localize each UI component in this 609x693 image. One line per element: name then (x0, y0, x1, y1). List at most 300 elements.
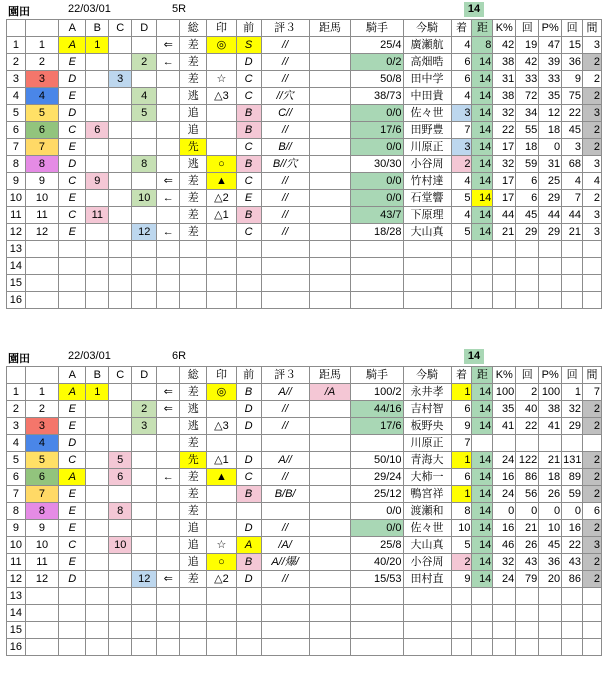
cell-prev: B (236, 207, 261, 224)
cell-mark (207, 605, 236, 622)
table-row (7, 241, 602, 258)
column-header: 印 (207, 367, 236, 384)
cell-C (109, 190, 132, 207)
cell-A: A (59, 384, 86, 401)
cell-gate: 11 (25, 207, 58, 224)
cell-no: 11 (7, 207, 26, 224)
column-header: P% (539, 367, 562, 384)
cell-p: 20 (539, 571, 562, 588)
cell-p: 10 (539, 520, 562, 537)
cell-kai: 42 (516, 54, 539, 71)
cell-no: 7 (7, 486, 26, 503)
cell-arrow (157, 88, 180, 105)
cell-kai2 (562, 622, 583, 639)
cell-D: 2 (132, 54, 157, 71)
cell-C: 6 (109, 469, 132, 486)
cell-B (86, 588, 109, 605)
cell-mark: △3 (207, 88, 236, 105)
cell-kai (516, 588, 539, 605)
cell-kan: 3 (583, 224, 602, 241)
cell-arrow: ⇐ (157, 401, 180, 418)
cell-no: 3 (7, 418, 26, 435)
cell-hyo: // (261, 207, 309, 224)
cell-k: 17 (493, 190, 516, 207)
cell-A (59, 258, 86, 275)
cell-p: 18 (539, 469, 562, 486)
cell-gate: 3 (25, 418, 58, 435)
cell-A: E (59, 224, 86, 241)
cell-p (539, 605, 562, 622)
cell-kan (583, 605, 602, 622)
table-row (7, 37, 602, 54)
cell-kyori (309, 622, 351, 639)
cell-k: 42 (493, 37, 516, 54)
cell-B (86, 520, 109, 537)
cell-D (132, 486, 157, 503)
cell-D (132, 275, 157, 292)
cell-C: 8 (109, 503, 132, 520)
cell-gate: 12 (25, 571, 58, 588)
cell-prev: D (236, 452, 261, 469)
table-row (7, 588, 602, 605)
cell-kan: 3 (583, 37, 602, 54)
cell-prev: C (236, 88, 261, 105)
cell-kyori (309, 241, 351, 258)
cell-kan: 2 (583, 486, 602, 503)
cell-no: 9 (7, 173, 26, 190)
cell-arrow (157, 258, 180, 275)
cell-kai2: 36 (562, 54, 583, 71)
cell-prev: S (236, 37, 261, 54)
cell-p: 0 (539, 503, 562, 520)
cell-prev: D (236, 418, 261, 435)
cell-sou: 差 (180, 435, 207, 452)
cell-A: E (59, 139, 86, 156)
cell-k: 0 (493, 503, 516, 520)
cell-hyo: // (261, 418, 309, 435)
cell-B (86, 71, 109, 88)
cell-chaku: 7 (451, 435, 472, 452)
cell-kyo: 14 (472, 503, 493, 520)
cell-imakishi: 大山真 (403, 537, 451, 554)
cell-sou: 差 (180, 71, 207, 88)
cell-imakishi: 竹村達 (403, 173, 451, 190)
cell-p: 36 (539, 554, 562, 571)
cell-mark (207, 486, 236, 503)
cell-jockey (351, 292, 403, 309)
header-blank-cell (25, 20, 58, 37)
table-row (7, 520, 602, 537)
cell-prev: D (236, 520, 261, 537)
cell-mark (207, 401, 236, 418)
header-blank-cell (157, 20, 180, 37)
cell-C (109, 156, 132, 173)
column-header: 総 (180, 20, 207, 37)
cell-arrow (157, 156, 180, 173)
cell-gate: 12 (25, 224, 58, 241)
cell-kyo: 14 (472, 384, 493, 401)
cell-kyori (309, 275, 351, 292)
cell-A: A (59, 37, 86, 54)
cell-kyo: 14 (472, 105, 493, 122)
cell-imakishi (403, 639, 451, 656)
cell-sou (180, 605, 207, 622)
cell-D (132, 503, 157, 520)
cell-p: 18 (539, 122, 562, 139)
cell-A (59, 292, 86, 309)
cell-gate: 11 (25, 554, 58, 571)
cell-p: 41 (539, 418, 562, 435)
cell-mark: ▲ (207, 469, 236, 486)
cell-A: D (59, 435, 86, 452)
cell-kyori (309, 401, 351, 418)
column-header: 回 (516, 20, 539, 37)
cell-kai: 40 (516, 401, 539, 418)
cell-kyo (472, 292, 493, 309)
cell-imakishi: 大山真 (403, 224, 451, 241)
cell-A: E (59, 503, 86, 520)
cell-no: 14 (7, 258, 26, 275)
cell-gate: 4 (25, 88, 58, 105)
cell-hyo (261, 292, 309, 309)
cell-C (109, 207, 132, 224)
cell-arrow (157, 537, 180, 554)
cell-C: 10 (109, 537, 132, 554)
cell-mark: △3 (207, 418, 236, 435)
column-header: 距 (472, 367, 493, 384)
cell-k: 38 (493, 54, 516, 71)
cell-jockey: 15/53 (351, 571, 403, 588)
cell-kai: 59 (516, 156, 539, 173)
cell-p: 45 (539, 537, 562, 554)
cell-k: 44 (493, 207, 516, 224)
cell-sou: 逃 (180, 401, 207, 418)
cell-kan: 2 (583, 122, 602, 139)
cell-kan: 3 (583, 105, 602, 122)
cell-B (86, 503, 109, 520)
cell-hyo: // (261, 173, 309, 190)
cell-mark (207, 503, 236, 520)
cell-mark: △1 (207, 452, 236, 469)
cell-kyori (309, 88, 351, 105)
cell-C: 5 (109, 452, 132, 469)
cell-imakishi: 下原理 (403, 207, 451, 224)
cell-p: 47 (539, 37, 562, 54)
cell-kan: 2 (583, 554, 602, 571)
cell-jockey: 0/0 (351, 190, 403, 207)
cell-k: 46 (493, 537, 516, 554)
cell-prev: A (236, 537, 261, 554)
column-header: 評３ (261, 367, 309, 384)
cell-mark: ○ (207, 156, 236, 173)
cell-arrow (157, 639, 180, 656)
column-header: 総 (180, 367, 207, 384)
cell-sou (180, 588, 207, 605)
cell-kai: 56 (516, 486, 539, 503)
cell-kan: 2 (583, 401, 602, 418)
table-row (7, 537, 602, 554)
cell-p: 31 (539, 156, 562, 173)
table-row (7, 401, 602, 418)
cell-gate: 1 (25, 37, 58, 54)
table-row (7, 156, 602, 173)
cell-kan: 3 (583, 207, 602, 224)
cell-mark (207, 435, 236, 452)
cell-kan: 7 (583, 384, 602, 401)
cell-kai (516, 292, 539, 309)
cell-p (539, 258, 562, 275)
cell-prev: C (236, 469, 261, 486)
cell-kan (583, 588, 602, 605)
cell-B: 11 (86, 207, 109, 224)
cell-mark (207, 622, 236, 639)
venue-label: 園田 (8, 353, 30, 365)
cell-prev (236, 605, 261, 622)
cell-chaku: 1 (451, 486, 472, 503)
cell-sou: 逃 (180, 418, 207, 435)
cell-k: 32 (493, 105, 516, 122)
cell-kyori (309, 224, 351, 241)
cell-A: D (59, 71, 86, 88)
cell-kai: 45 (516, 207, 539, 224)
cell-hyo: A// (261, 452, 309, 469)
cell-no: 2 (7, 401, 26, 418)
cell-jockey: 0/0 (351, 173, 403, 190)
cell-chaku: 10 (451, 520, 472, 537)
cell-chaku: 7 (451, 122, 472, 139)
cell-chaku: 6 (451, 401, 472, 418)
cell-D (132, 207, 157, 224)
cell-A: E (59, 554, 86, 571)
header-blank-cell (7, 20, 26, 37)
cell-kyo (472, 639, 493, 656)
cell-gate: 9 (25, 173, 58, 190)
cell-B (86, 156, 109, 173)
cell-D (132, 384, 157, 401)
cell-arrow (157, 452, 180, 469)
cell-D: 3 (132, 418, 157, 435)
column-header: 回 (516, 367, 539, 384)
cell-A: C (59, 173, 86, 190)
cell-arrow (157, 435, 180, 452)
cell-p (539, 435, 562, 452)
cell-mark (207, 275, 236, 292)
cell-hyo: // (261, 37, 309, 54)
cell-kan: 4 (583, 173, 602, 190)
cell-D (132, 588, 157, 605)
cell-kyo (472, 622, 493, 639)
cell-kyo: 14 (472, 469, 493, 486)
cell-C (109, 54, 132, 71)
cell-no: 1 (7, 37, 26, 54)
cell-imakishi: 佐々世 (403, 105, 451, 122)
cell-k: 21 (493, 224, 516, 241)
cell-chaku: 4 (451, 207, 472, 224)
cell-sou: 差 (180, 469, 207, 486)
cell-D: 2 (132, 401, 157, 418)
cell-prev: B (236, 156, 261, 173)
cell-chaku: 3 (451, 105, 472, 122)
column-header: B (86, 367, 109, 384)
header-row (7, 367, 602, 384)
race-label: 6R (172, 350, 187, 362)
cell-mark (207, 639, 236, 656)
cell-sou: 差 (180, 190, 207, 207)
cell-kai2: 29 (562, 418, 583, 435)
cell-k (493, 605, 516, 622)
cell-imakishi: 田野豊 (403, 122, 451, 139)
column-header: 距馬 (309, 20, 351, 37)
cell-D: 10 (132, 190, 157, 207)
cell-A (59, 639, 86, 656)
column-header: P% (539, 20, 562, 37)
table-row (7, 571, 602, 588)
cell-sou: 追 (180, 537, 207, 554)
cell-mark: ◎ (207, 37, 236, 54)
cell-C (109, 173, 132, 190)
cell-k (493, 258, 516, 275)
cell-no: 3 (7, 71, 26, 88)
cell-B (86, 54, 109, 71)
cell-kyori (309, 173, 351, 190)
cell-p: 44 (539, 207, 562, 224)
cell-hyo (261, 435, 309, 452)
cell-hyo: B/B/ (261, 486, 309, 503)
cell-mark: ○ (207, 554, 236, 571)
cell-prev (236, 275, 261, 292)
cell-kai2: 21 (562, 224, 583, 241)
cell-k (493, 292, 516, 309)
cell-kai: 29 (516, 224, 539, 241)
cell-gate (25, 622, 58, 639)
table-row (7, 275, 602, 292)
cell-mark (207, 139, 236, 156)
cell-imakishi (403, 258, 451, 275)
cell-kai2: 16 (562, 520, 583, 537)
cell-kai: 2 (516, 384, 539, 401)
cell-kai (516, 622, 539, 639)
column-header: 距 (472, 20, 493, 37)
cell-D (132, 71, 157, 88)
cell-B (86, 190, 109, 207)
cell-B (86, 554, 109, 571)
cell-imakishi: 中田貴 (403, 88, 451, 105)
cell-no: 12 (7, 224, 26, 241)
cell-A: D (59, 571, 86, 588)
cell-kyori (309, 190, 351, 207)
cell-C (109, 571, 132, 588)
cell-hyo: // (261, 54, 309, 71)
cell-chaku: 1 (451, 452, 472, 469)
table-row (7, 292, 602, 309)
cell-B (86, 401, 109, 418)
cell-prev (236, 588, 261, 605)
column-header: 騎手 (351, 367, 403, 384)
cell-kyo: 14 (472, 207, 493, 224)
cell-imakishi: 廣瀬航 (403, 37, 451, 54)
cell-kyo (472, 605, 493, 622)
cell-no: 5 (7, 452, 26, 469)
cell-hyo: C// (261, 105, 309, 122)
cell-C (109, 605, 132, 622)
column-header: A (59, 20, 86, 37)
cell-B (86, 275, 109, 292)
cell-kai2: 45 (562, 122, 583, 139)
cell-kyo: 14 (472, 486, 493, 503)
cell-hyo: B//穴 (261, 156, 309, 173)
cell-k: 17 (493, 139, 516, 156)
cell-arrow (157, 588, 180, 605)
cell-hyo: // (261, 122, 309, 139)
cell-p (539, 241, 562, 258)
cell-p: 29 (539, 190, 562, 207)
cell-kai2 (562, 292, 583, 309)
cell-D (132, 622, 157, 639)
cell-sou: 先 (180, 139, 207, 156)
cell-k: 41 (493, 418, 516, 435)
cell-C (109, 401, 132, 418)
cell-jockey: 0/0 (351, 503, 403, 520)
cell-arrow (157, 241, 180, 258)
cell-D: 12 (132, 224, 157, 241)
cell-imakishi: 川原正 (403, 139, 451, 156)
cell-kyori (309, 452, 351, 469)
cell-A: E (59, 54, 86, 71)
cell-chaku: 6 (451, 71, 472, 88)
cell-imakishi (403, 241, 451, 258)
cell-C (109, 88, 132, 105)
cell-kan (583, 622, 602, 639)
column-header: 今騎 (403, 20, 451, 37)
cell-chaku: 1 (451, 384, 472, 401)
cell-chaku: 6 (451, 54, 472, 71)
cell-gate: 10 (25, 190, 58, 207)
cell-kyo: 14 (472, 520, 493, 537)
cell-jockey: 40/20 (351, 554, 403, 571)
cell-jockey: 25/12 (351, 486, 403, 503)
cell-B (86, 224, 109, 241)
race-table (6, 19, 602, 309)
cell-chaku: 4 (451, 88, 472, 105)
table-row (7, 88, 602, 105)
cell-C: 3 (109, 71, 132, 88)
table-row (7, 105, 602, 122)
cell-kyori (309, 418, 351, 435)
cell-imakishi: 佐々世 (403, 520, 451, 537)
cell-gate: 6 (25, 469, 58, 486)
cell-sou (180, 258, 207, 275)
cell-hyo (261, 503, 309, 520)
cell-prev (236, 241, 261, 258)
cell-B (86, 639, 109, 656)
cell-gate: 9 (25, 520, 58, 537)
cell-arrow: ⇐ (157, 571, 180, 588)
cell-sou: 追 (180, 105, 207, 122)
cell-mark: △2 (207, 571, 236, 588)
table-row (7, 173, 602, 190)
cell-arrow (157, 554, 180, 571)
cell-chaku: 4 (451, 37, 472, 54)
cell-hyo: /A/ (261, 537, 309, 554)
column-header: 印 (207, 20, 236, 37)
cell-D (132, 639, 157, 656)
cell-kyo: 14 (472, 122, 493, 139)
cell-jockey (351, 258, 403, 275)
column-header: 回 (562, 367, 583, 384)
cell-no: 15 (7, 622, 26, 639)
cell-sou: 差 (180, 224, 207, 241)
cell-B: 1 (86, 384, 109, 401)
